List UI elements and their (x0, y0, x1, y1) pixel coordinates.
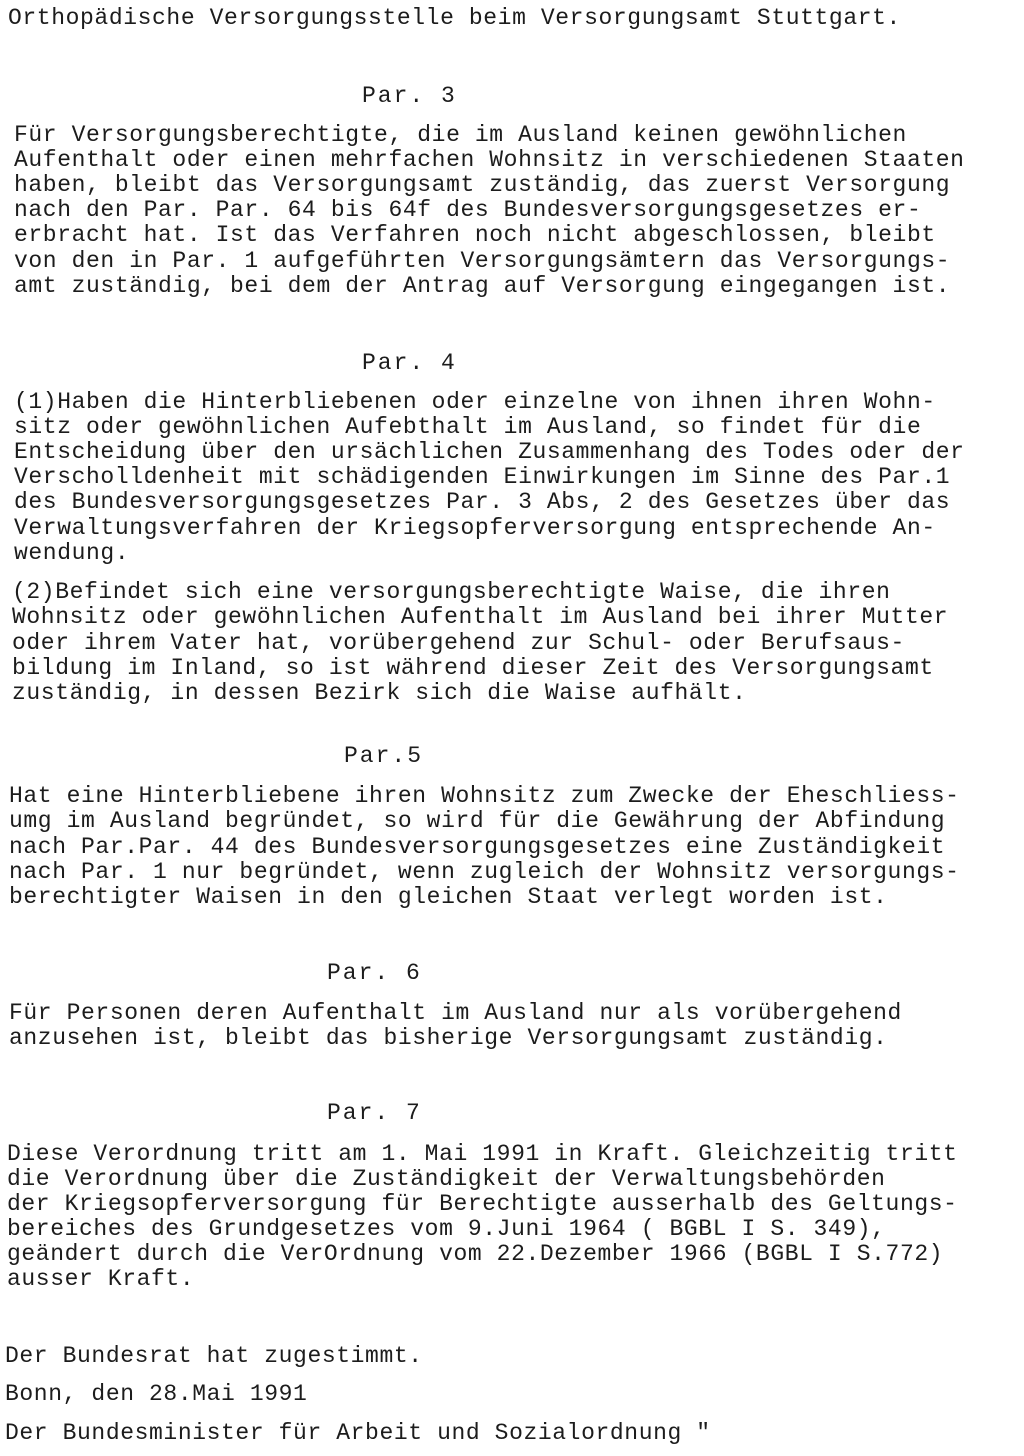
text-line: Verwaltungsverfahren der Kriegsopferversorgung entsprechende An- (14, 515, 936, 541)
closing-line: Der Bundesminister für Arbeit und Sozialordnung " (5, 1420, 711, 1446)
text-line: (2)Befindet sich eine versorgungsberechtigte Waise, die ihren (12, 579, 891, 605)
text-line: zuständig, in dessen Bezirk sich die Waise aufhält. (12, 680, 747, 706)
text-line: geändert durch die VerOrdnung vom 22.Dezember 1966 (BGBL I S.772) (7, 1241, 944, 1267)
text-line: erbracht hat. Ist das Verfahren noch nicht abgeschlossen, bleibt (14, 222, 936, 248)
text-line: Für Versorgungsberechtigte, die im Ausland keinen gewöhnlichen (14, 122, 907, 148)
section-heading-par5: Par.5 (344, 743, 424, 769)
text-line: Aufenthalt oder einen mehrfachen Wohnsitz in verschiedenen Staaten (14, 147, 965, 173)
text-line: bildung im Inland, so ist während dieser Zeit des Versorgungsamt (12, 655, 934, 681)
text-line: oder ihrem Vater hat, vorübergehend zur Schul- oder Berufsaus- (12, 630, 905, 656)
section-heading-par3: Par. 3 (362, 83, 457, 109)
text-line: ausser Kraft. (7, 1266, 195, 1292)
text-line: von den in Par. 1 aufgeführten Versorgungsämtern das Versorgungs- (14, 248, 951, 274)
text-line: Entscheidung über den ursächlichen Zusammenhang des Todes oder der (14, 439, 965, 465)
text-line: anzusehen ist, bleibt das bisherige Versorgungsamt zuständig. (9, 1025, 888, 1051)
text-line: die Verordnung über die Zuständigkeit der Verwaltungsbehörden (7, 1166, 886, 1192)
closing-line: Der Bundesrat hat zugestimmt. (5, 1343, 423, 1369)
document-header: Orthopädische Versorgungsstelle beim Versorgungsamt Stuttgart. (8, 5, 901, 31)
text-line: wendung. (14, 540, 130, 566)
text-line: sitz oder gewöhnlichen Aufebthalt im Ausland, so findet für die (14, 414, 922, 440)
text-line: Für Personen deren Aufenthalt im Ausland nur als vorübergehend (9, 1000, 902, 1026)
text-line: nach Par. 1 nur begründet, wenn zugleich der Wohnsitz versorgungs- (9, 859, 960, 885)
text-line: der Kriegsopferversorgung für Berechtigte ausserhalb des Geltungs- (7, 1191, 958, 1217)
text-line: haben, bleibt das Versorgungsamt zuständig, das zuerst Versorgung (14, 172, 951, 198)
text-line: amt zuständig, bei dem der Antrag auf Versorgung eingegangen ist. (14, 273, 951, 299)
text-line: Hat eine Hinterbliebene ihren Wohnsitz zum Zwecke der Eheschliess- (9, 783, 960, 809)
text-line: nach Par.Par. 44 des Bundesversorgungsgesetzes eine Zuständigkeit (9, 834, 946, 860)
text-line: (1)Haben die Hinterbliebenen oder einzelne von ihnen ihren Wohn- (14, 389, 936, 415)
text-line: nach den Par. Par. 64 bis 64f des Bundesversorgungsgesetzes er- (14, 197, 922, 223)
section-heading-par6: Par. 6 (327, 960, 422, 986)
text-line: Wohnsitz oder gewöhnlichen Aufenthalt im Ausland bei ihrer Mutter (12, 604, 949, 630)
text-line: Verscholldenheit mit schädigenden Einwirkungen im Sinne des Par.1 (14, 464, 951, 490)
closing-line: Bonn, den 28.Mai 1991 (5, 1381, 308, 1407)
text-line: berechtigter Waisen in den gleichen Staat verlegt worden ist. (9, 884, 888, 910)
text-line: Diese Verordnung tritt am 1. Mai 1991 in Kraft. Gleichzeitig tritt (7, 1141, 958, 1167)
text-line: bereiches des Grundgesetzes vom 9.Juni 1964 ( BGBL I S. 349), (7, 1216, 886, 1242)
section-heading-par4: Par. 4 (362, 350, 457, 376)
section-heading-par7: Par. 7 (327, 1100, 422, 1126)
text-line: umg im Ausland begründet, so wird für die Gewährung der Abfindung (9, 808, 946, 834)
text-line: des Bundesversorgungsgesetzes Par. 3 Abs, 2 des Gesetzes über das (14, 489, 951, 515)
